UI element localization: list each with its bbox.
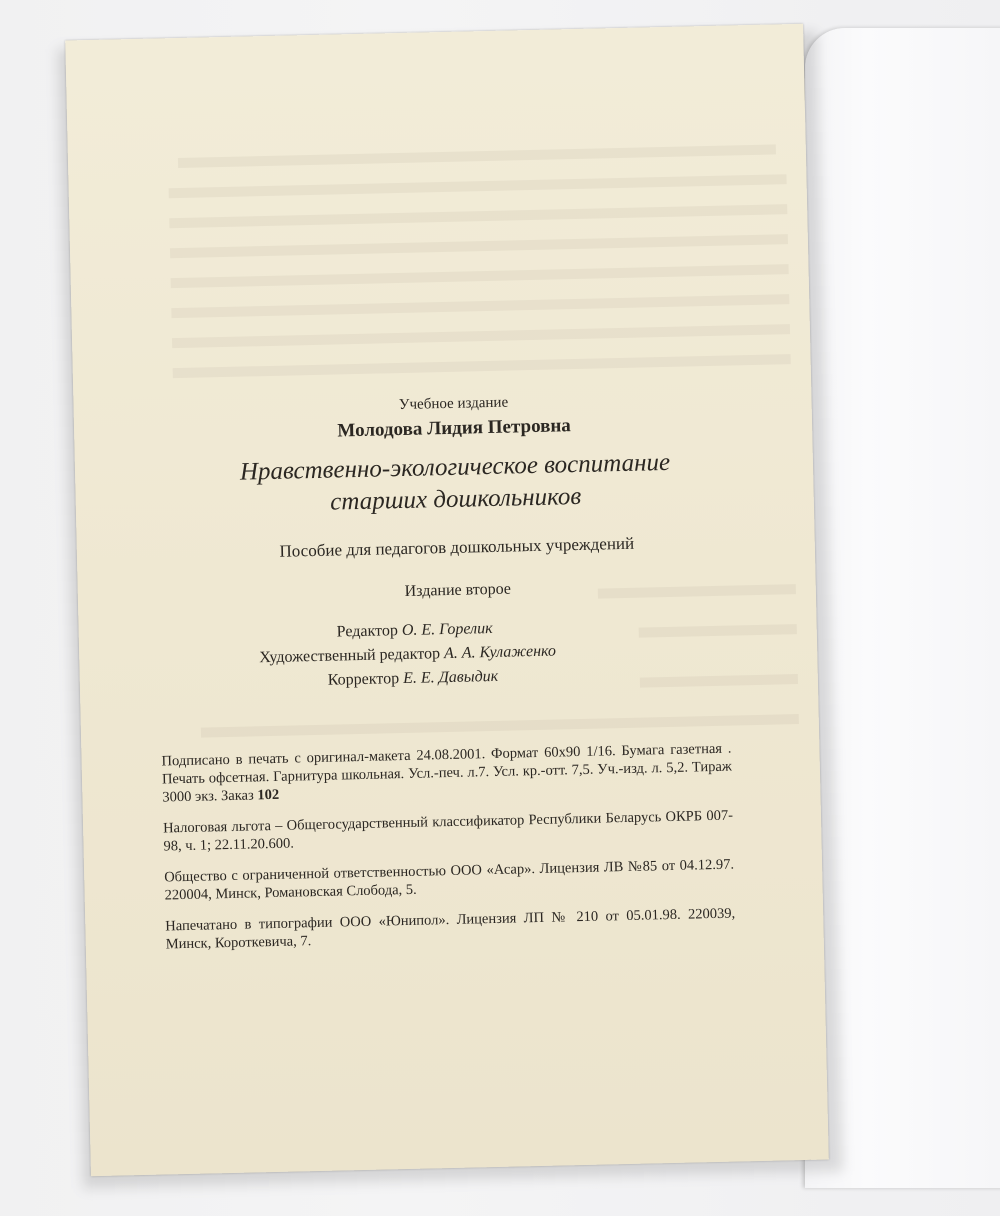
title-line-1: Нравственно-экологическое воспитание (239, 448, 671, 486)
print-info-text: Подписано в печать с оригинал-макета 24.08.2001. Формат 60х90 1/16. Бумага газетная . Печать офсетная. Гарнитура школьная. Усл.-печ. л.7. Усл. кр.-отт. 7,5. Уч.-изд. л. 5,2. Тираж 3000 экз. Заказ (161, 740, 733, 806)
page-text (65, 24, 829, 1176)
tax-info: Налоговая льгота – Общегосударственный классификатор Республики Беларусь ОКРБ 007-98, ч. 1; 22.11.20.600. (162, 807, 734, 855)
title-line-2: старших дошкольников (329, 482, 582, 516)
art-editor-label: Художественный редактор (259, 645, 441, 667)
proofreader-name: Е. Е. Давыдик (402, 667, 499, 688)
proofreader-label: Корректор (327, 670, 400, 689)
editor-name: О. Е. Горелик (401, 619, 493, 640)
imprint-block (161, 740, 736, 967)
art-editor-name: А. А. Кулаженко (443, 642, 557, 663)
printer-info: Напечатано в типографии ООО «Юнипол». Лицензия ЛП № 210 от 05.01.98. 220039, Минск, Короткевича, 7. (165, 905, 736, 953)
edition-label: Издание второе (404, 580, 512, 600)
publisher-info: Общество с ограниченной ответственностью ООО «Асар». Лицензия ЛВ №85 от 04.12.97. 220004, Минск, Романовская Слобода, 5. (164, 856, 735, 904)
book-subtitle: Пособие для педагогов дошкольных учреждений (279, 533, 635, 561)
order-number: 102 (257, 786, 280, 804)
credits-block (258, 612, 700, 694)
book-title (135, 445, 776, 524)
author-name: Молодова Лидия Петровна (337, 415, 572, 442)
edition-type: Учебное издание (398, 394, 509, 414)
book-page (65, 24, 829, 1176)
editor-label: Редактор (336, 622, 399, 641)
print-info (161, 740, 732, 807)
